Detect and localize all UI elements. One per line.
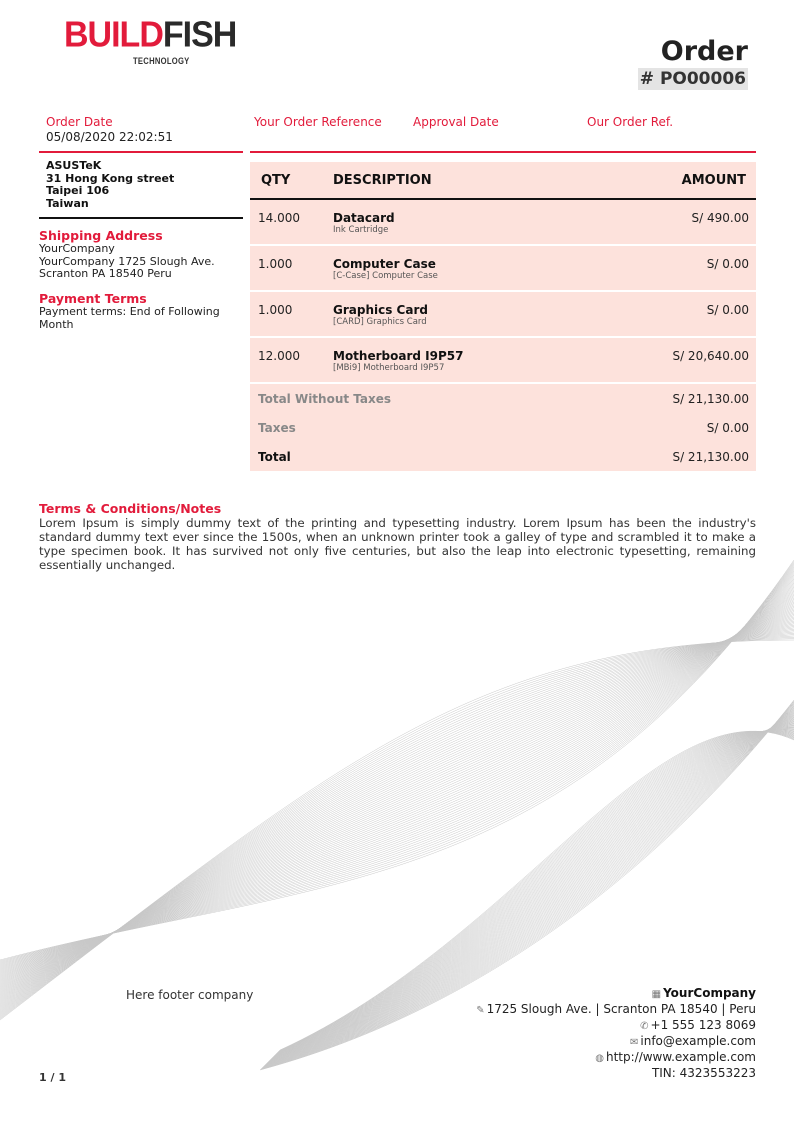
subtotal-value: S/ 21,130.00 [672, 391, 749, 406]
table-row [250, 338, 756, 384]
page-number: 1 / 1 [39, 1071, 66, 1084]
table-row [250, 200, 756, 246]
table-header [250, 162, 756, 200]
table-row [250, 246, 756, 292]
shipping-line: YourCompany 1725 Slough Ave. [39, 254, 215, 268]
vendor-city: Taipei 106 [46, 184, 110, 197]
product-ref: [C-Case] Computer Case [333, 271, 438, 281]
vendor-address [46, 160, 174, 210]
footer-contact [476, 986, 756, 1080]
payment-terms [39, 291, 244, 331]
vendor-country: Taiwan [46, 196, 89, 210]
order-date-label: Order Date [46, 115, 113, 129]
terms-and-conditions [39, 501, 756, 572]
footer-company-name: YourCompany [663, 986, 756, 1000]
pin-icon: ✎ [476, 1005, 485, 1016]
product-name: Datacard [333, 211, 395, 225]
row-amount: S/ 490.00 [691, 211, 749, 225]
total-value: S/ 21,130.00 [672, 449, 749, 464]
row-qty: 1.000 [258, 303, 293, 317]
approval-date-label: Approval Date [413, 115, 499, 129]
logo-subtitle: TECHNOLOGY [133, 56, 190, 66]
shipping-title: Shipping Address [39, 228, 163, 243]
footer-email[interactable]: info@example.com [640, 1034, 756, 1048]
building-icon: ▦ [651, 989, 662, 1000]
divider-left [39, 151, 243, 153]
globe-icon: ◍ [595, 1053, 604, 1064]
document-title: Order [660, 36, 748, 67]
order-number: # PO00006 [639, 69, 746, 89]
company-logo [64, 15, 237, 73]
terms-title: Terms & Conditions/Notes [39, 501, 222, 516]
payment-text: Payment terms: End of Following Month [39, 305, 220, 331]
vendor-name: ASUSTeK [46, 159, 102, 172]
footer-company-note: Here footer company [126, 988, 254, 1002]
row-qty: 12.000 [258, 349, 300, 363]
header-amount: AMOUNT [681, 172, 746, 188]
product-name: Graphics Card [333, 303, 428, 317]
row-amount: S/ 0.00 [706, 257, 749, 271]
table-row [250, 292, 756, 338]
subtotal-row [250, 384, 756, 413]
row-amount: S/ 0.00 [706, 303, 749, 317]
phone-icon: ✆ [640, 1021, 649, 1032]
document-title-block [638, 36, 748, 90]
logo-build: BUILD [64, 15, 163, 55]
row-qty: 14.000 [258, 211, 300, 225]
envelope-icon: ✉ [630, 1037, 639, 1048]
taxes-value: S/ 0.00 [706, 420, 749, 435]
product-ref: [MBi9] Motherboard I9P57 [333, 363, 445, 373]
total-label: Total [258, 449, 291, 464]
divider-right [250, 151, 756, 153]
address-divider [39, 217, 243, 219]
logo-fish: FISH [162, 15, 237, 55]
order-date [46, 115, 173, 144]
our-order-ref-label: Our Order Ref. [587, 115, 674, 129]
shipping-address [39, 228, 244, 281]
product-ref: Ink Cartridge [333, 225, 389, 235]
footer-address: 1725 Slough Ave. | Scranton PA 18540 | Peru [486, 1002, 756, 1016]
total-row [250, 442, 756, 471]
footer-tin: TIN: 4323553223 [651, 1066, 756, 1080]
order-lines-table [250, 162, 756, 471]
row-qty: 1.000 [258, 257, 293, 271]
row-description [333, 349, 616, 374]
product-name: Computer Case [333, 257, 436, 271]
product-ref: [CARD] Graphics Card [333, 317, 427, 327]
subtotal-label: Total Without Taxes [258, 391, 392, 406]
row-description [333, 303, 616, 328]
header-qty: QTY [261, 172, 291, 188]
shipping-line: Scranton PA 18540 Peru [39, 267, 172, 280]
taxes-row [250, 413, 756, 442]
payment-title: Payment Terms [39, 291, 147, 306]
shipping-line: YourCompany [39, 242, 115, 255]
vendor-street: 31 Hong Kong street [46, 171, 175, 185]
terms-text: Lorem Ipsum is simply dummy text of the printing and typesetting industry. Lorem Ipsum has been the industry's standard dummy text ever since the 1500s, when an unknown printer took a galley of type and scrambled it to make a type specimen book. It has survived not only five centuries, but also the leap into electronic typesetting, remaining essentially unchanged. [39, 516, 756, 572]
product-name: Motherboard I9P57 [333, 349, 464, 363]
order-date-value: 05/08/2020 22:02:51 [46, 130, 173, 144]
header-description: DESCRIPTION [333, 172, 432, 188]
footer-phone: +1 555 123 8069 [650, 1018, 756, 1032]
your-order-reference-label: Your Order Reference [254, 115, 382, 129]
footer-website[interactable]: http://www.example.com [605, 1050, 756, 1064]
row-description [333, 211, 616, 236]
taxes-label: Taxes [258, 420, 296, 435]
row-amount: S/ 20,640.00 [672, 349, 749, 363]
row-description [333, 257, 616, 282]
